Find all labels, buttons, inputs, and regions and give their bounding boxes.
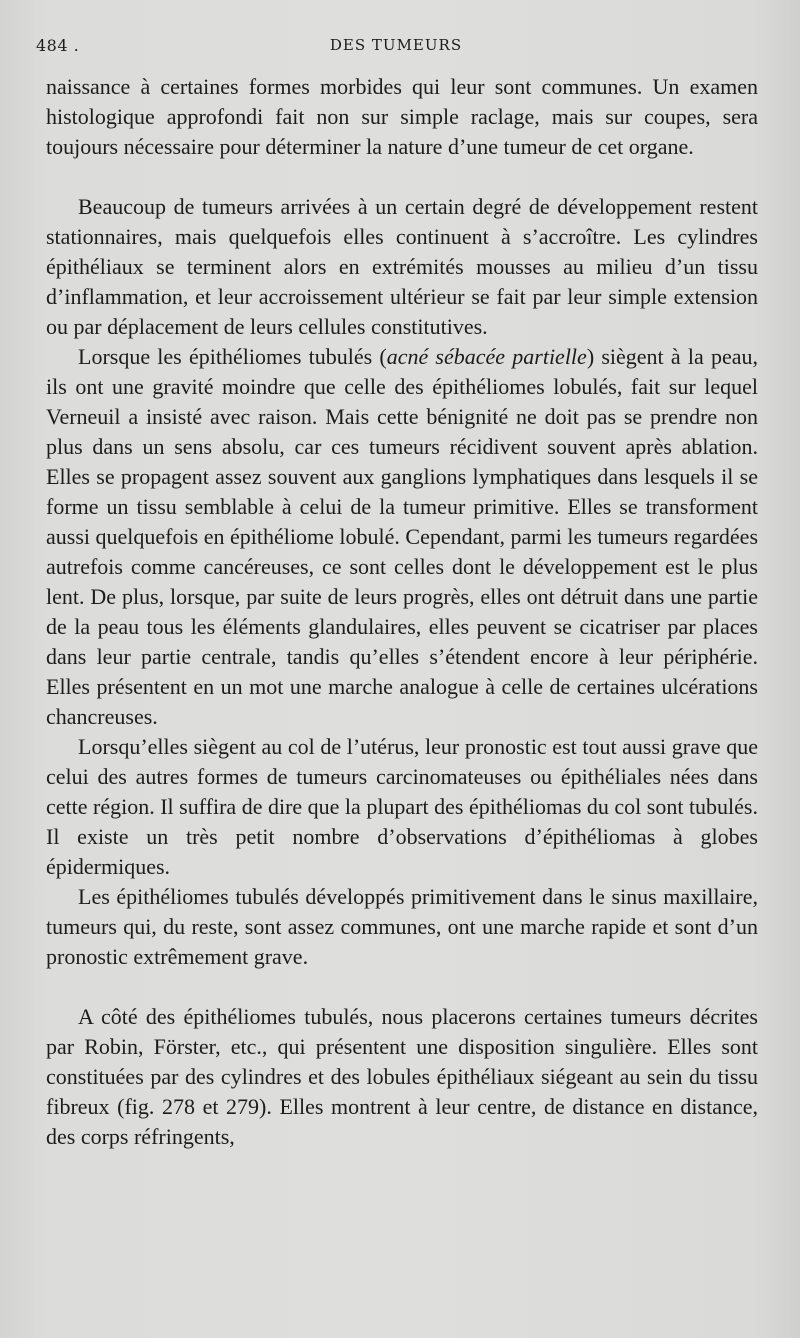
- paragraph-continuation: naissance à certaines formes morbides qui leur sont communes. Un examen histologique approfondi fait non sur simple raclage, mais sur coupes, sera toujours nécessaire pour déterminer la nature d’une tumeur de cet organe.: [46, 74, 758, 159]
- body-text: [46, 72, 758, 1152]
- page-header: [36, 36, 756, 60]
- paragraph-sinus: Les épithéliomes tubulés développés primitivement dans le sinus maxillaire, tumeurs qui, du reste, sont assez communes, ont une marche rapide et sont d’un pronostic extrêmement grave.: [46, 884, 758, 969]
- paragraph-robin-forster: A côté des épithéliomes tubulés, nous placerons certaines tumeurs décrites par Robin, Förster, etc., qui présentent une disposition singulière. Elles sont constituées par des cylindres et des lobules épithéliaux siégeant au sein du tissu fibreux (fig. 278 et 279). Elles montrent à leur centre, de distance en distance, des corps réfringents,: [46, 1004, 758, 1149]
- paragraph-growth: Beaucoup de tumeurs arrivées à un certain degré de développement restent stationnaires, mais quelquefois elles continuent à s’accroître. Les cylindres épithéliaux se terminent alors en extrémités mousses au milieu d’un tissu d’inflammation, et leur accroissement ultérieur se fait par leur simple extension ou par déplacement de leurs cellules constitutives.: [46, 194, 758, 339]
- paragraph-uterus: Lorsqu’elles siègent au col de l’utérus, leur pronostic est tout aussi grave que celui des autres formes de tumeurs carcinomateuses ou épithéliales nées dans cette région. Il suffira de dire que la plupart des épithéliomas du col sont tubulés. Il existe un très petit nombre d’observations d’épithéliomas à globes épidermiques.: [46, 734, 758, 879]
- page-number: 484 .: [36, 36, 80, 55]
- italic-term: acné sébacée partielle: [386, 344, 587, 369]
- running-title: DES TUMEURS: [329, 36, 463, 54]
- paragraph-skin: Lorsque les épithéliomes tubulés (acné sébacée partielle) siègent à la peau, ils ont une gravité moindre que celle des épithéliomes lobulés, fait sur lequel Verneuil a insisté avec raison. Mais cette bénignité ne doit pas se prendre non plus dans un sens absolu, car ces tumeurs récidivent souvent après ablation. Elles se propagent assez souvent aux ganglions lymphatiques dans lesquels il se forme un tissu semblable à celui de la tumeur primitive. Elles se transforment aussi quelquefois en épithéliome lobulé. Cependant, parmi les tumeurs regardées autrefois comme cancéreuses, ce sont celles dont le développement est le plus lent. De plus, lorsque, par suite de leurs progrès, elles ont détruit dans une partie de la peau tous les éléments glandulaires, elles peuvent se cicatriser par places dans leur partie centrale, tandis qu’elles s’étendent encore à leur périphérie. Elles présentent en un mot une marche analogue à celle de certaines ulcérations chancreuses.: [46, 344, 758, 729]
